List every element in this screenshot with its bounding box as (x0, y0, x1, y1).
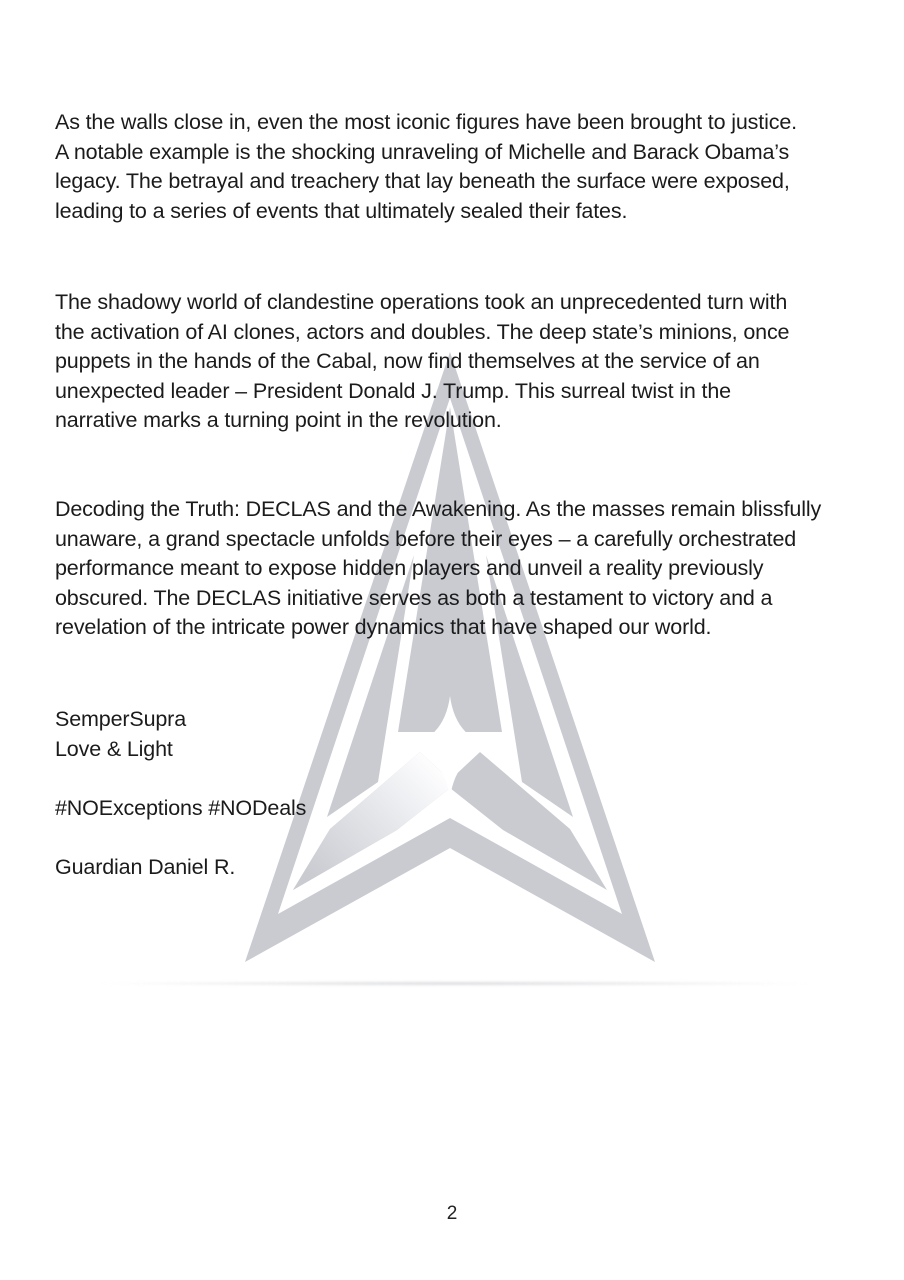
text-line: the activation of AI clones, actors and doubles. The deep state’s minions, once (55, 319, 790, 344)
hashtags-line (55, 794, 306, 824)
paragraph-1 (55, 108, 797, 226)
signature-line: SemperSupra (55, 707, 187, 731)
text-line: obscured. The DECLAS initiative serves as both a testament to victory and a (55, 585, 773, 610)
text-line: unexpected leader – President Donald J. Trump. This surreal twist in the (55, 378, 731, 403)
text-line: leading to a series of events that ultimately sealed their fates. (55, 198, 628, 223)
text-line: narrative marks a turning point in the revolution. (55, 408, 502, 433)
page-number: 2 (446, 1203, 458, 1224)
text-line: As the walls close in, even the most iconic figures have been brought to justice. (55, 110, 797, 134)
paragraph-2 (55, 288, 789, 436)
text-line: performance meant to expose hidden players and unveil a reality previously (55, 556, 764, 581)
signature-line: Love & Light (55, 736, 173, 761)
space-force-delta-watermark-icon (245, 352, 655, 962)
text-line: revelation of the intricate power dynamics that have shaped our world. (55, 615, 712, 640)
paragraph-3 (55, 495, 821, 643)
text-line: The shadowy world of clandestine operations took an unprecedented turn with (55, 290, 788, 314)
text-line: #NOExceptions #NODeals (55, 796, 307, 820)
text-line: Guardian Daniel R. (55, 855, 236, 879)
text-line: unaware, a grand spectacle unfolds before their eyes – a carefully orchestrated (55, 526, 797, 551)
text-line: puppets in the hands of the Cabal, now find themselves at the service of an (55, 349, 760, 374)
text-line: legacy. The betrayal and treachery that lay beneath the surface were exposed, (55, 169, 790, 194)
signoff-line (55, 853, 235, 883)
watermark-shadow (95, 981, 812, 986)
text-line: A notable example is the shocking unraveling of Michelle and Barack Obama’s (55, 139, 790, 164)
signature-block (55, 705, 186, 764)
text-line: Decoding the Truth: DECLAS and the Awakening. As the masses remain blissfully (55, 497, 822, 521)
